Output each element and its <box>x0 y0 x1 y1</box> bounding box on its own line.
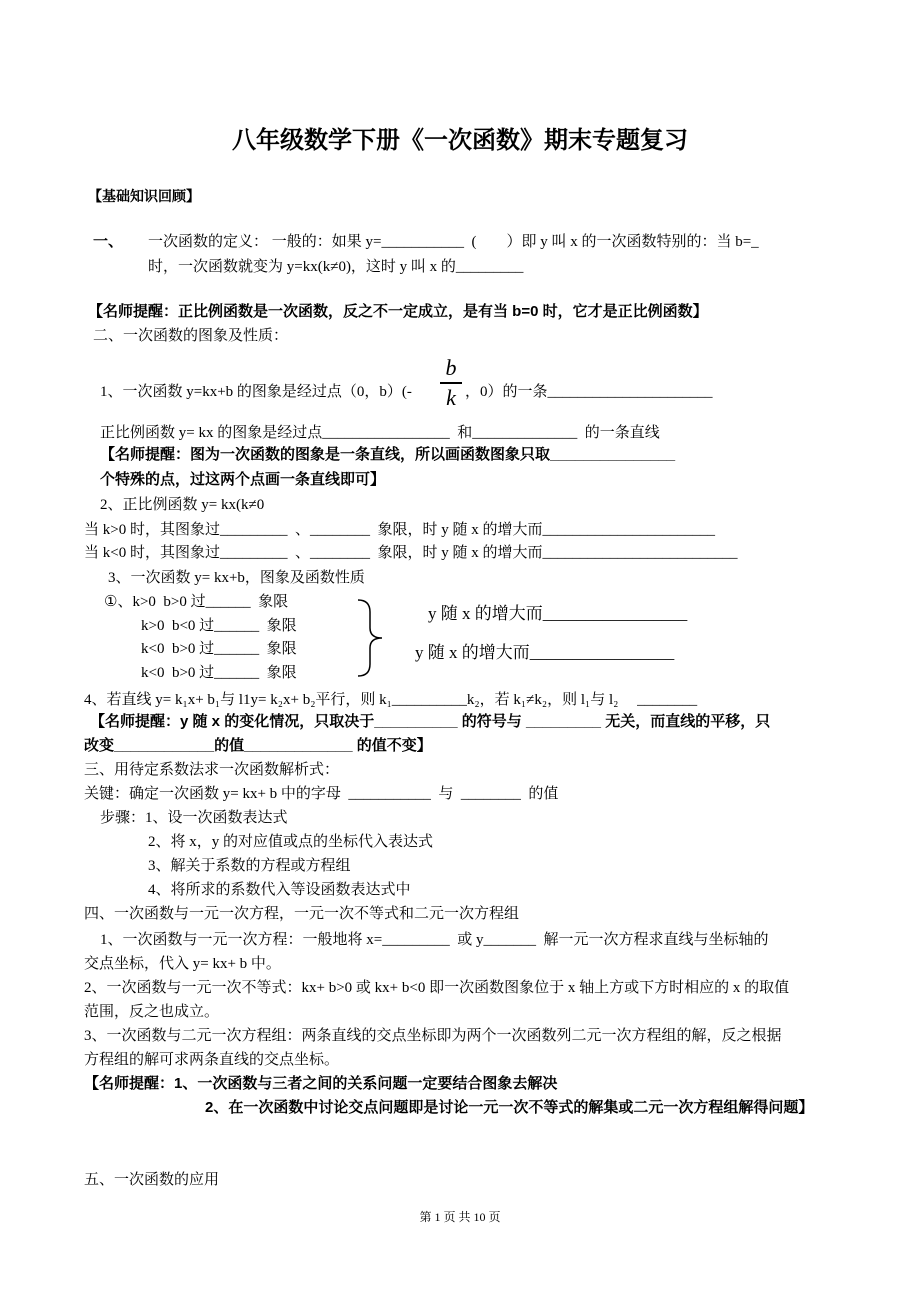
teacher-tip-3b: 改变____________的值_____________ 的值不变】 <box>84 737 432 754</box>
case-2: k>0 b<0 过______ 象限 <box>141 618 297 634</box>
section-4-heading: 四、一次函数与一元一次方程，一元一次不等式和二元一次方程组 <box>84 906 520 922</box>
definition-line-1: 一次函数的定义： 一般的：如果 y=___________ ( ）即 y 叫 x 的一次函数特别的：当 b=_ <box>148 234 759 250</box>
teacher-tip-1: 【名师提醒：正比例函数是一次函数，反之不一定成立，是有当 b=0 时，它才是正比例函数】 <box>88 303 708 320</box>
fraction-b-over-k <box>440 356 462 410</box>
teacher-tip-4a: 【名师提醒：1、一次函数与三者之间的关系问题一定要结合图象去解决 <box>84 1075 558 1092</box>
item-2-negative: 当 k<0 时，其图象过_________ 、________ 象限，时 y 随 x 的增大而__________________________ <box>84 545 738 561</box>
section-4-p2a: 2、一次函数与一元一次不等式：kx+ b>0 或 kx+ b<0 即一次函数图象位于 x 轴上方或下方时相应的 x 的取值 <box>84 980 790 996</box>
case-3: k<0 b>0 过______ 象限 <box>141 641 297 657</box>
section-1-number: 一、 <box>93 233 124 250</box>
item-3-heading: 3、一次函数 y= kx+b，图象及函数性质 <box>108 570 365 586</box>
trend-decreasing: y 随 x 的增大而_________________ <box>415 643 675 662</box>
section-4-p1b: 交点坐标，代入 y= kx+ b 中。 <box>84 956 281 972</box>
item-1-proportional: 正比例函数 y= kx 的图象是经过点_________________ 和______________ 的一条直线 <box>100 425 660 441</box>
case-1: ①、k>0 b>0 过______ 象限 <box>104 594 289 610</box>
item-4: 4、若直线 y= k₁x+ b₁与 l1y= k₂x+ b₂平行，则 k₁__________k₂，若 k₁≠k₂，则 l₁与 l₂ ________ <box>84 692 698 708</box>
definition-line-2: 时，一次函数就变为 y=kx(k≠0)，这时 y 叫 x 的_________ <box>148 259 524 275</box>
fraction-denominator: k <box>446 384 456 410</box>
section-4-p1a: 1、一次函数与一元一次方程：一般地将 x=_________ 或 y_______ 解一元一次方程求直线与坐标轴的 <box>100 932 769 948</box>
step-1: 步骤：1、设一次函数表达式 <box>100 810 288 826</box>
item-1-text-b: ，0）的一条______________________ <box>465 384 713 400</box>
teacher-tip-2b: 个特殊的点，过这两个点画一条直线即可】 <box>100 471 386 488</box>
item-1-text-a: 1、一次函数 y=kx+b 的图象是经过点（0，b）(- <box>100 384 412 400</box>
page-title: 八年级数学下册《一次函数》期末专题复习 <box>232 127 688 154</box>
item-2-heading: 2、正比例函数 y= kx(k≠0 <box>100 497 265 513</box>
teacher-tip-3a: 【名师提醒：y 随 x 的变化情况，只取决于__________ 的符号与 _________ 无关，而直线的平移，只 <box>90 713 771 730</box>
item-2-positive: 当 k>0 时，其图象过_________ 、________ 象限，时 y 随 x 的增大而_______________________ <box>84 522 715 538</box>
section-header: 【基础知识回顾】 <box>88 188 200 204</box>
fraction-numerator: b <box>445 355 457 380</box>
step-3: 3、解关于系数的方程或方程组 <box>148 858 351 874</box>
section-4-p3b: 方程组的解可求两条直线的交点坐标。 <box>84 1052 340 1068</box>
teacher-tip-4b: 2、在一次函数中讨论交点问题即是讨论一元一次不等式的解集或二元一次方程组解得问题】 <box>205 1099 814 1116</box>
fraction-bar <box>440 382 462 384</box>
step-2: 2、将 x，y 的对应值或点的坐标代入表达式 <box>148 834 434 850</box>
teacher-tip-2a: 【名师提醒：图为一次函数的图象是一条直线，所以画函数图象只取_______________ <box>100 446 676 463</box>
right-brace-icon <box>356 598 386 678</box>
case-4: k<0 b>0 过______ 象限 <box>141 665 297 681</box>
section-3-key: 关键：确定一次函数 y= kx+ b 中的字母 ___________ 与 ________ 的值 <box>84 786 559 802</box>
page-footer: 第 1 页 共 10 页 <box>419 1210 501 1224</box>
section-3-heading: 三、用待定系数法求一次函数解析式： <box>84 762 340 778</box>
section-4-p3a: 3、一次函数与二元一次方程组：两条直线的交点坐标即为两个一次函数列二元一次方程组的解，反之根据 <box>84 1028 782 1044</box>
step-4: 4、将所求的系数代入等设函数表达式中 <box>148 882 411 898</box>
section-4-p2b: 范围，反之也成立。 <box>84 1004 220 1020</box>
trend-increasing: y 随 x 的增大而_________________ <box>428 604 688 623</box>
section-5-heading: 五、一次函数的应用 <box>84 1172 220 1188</box>
section-2-heading: 二、一次函数的图象及性质： <box>93 328 289 344</box>
